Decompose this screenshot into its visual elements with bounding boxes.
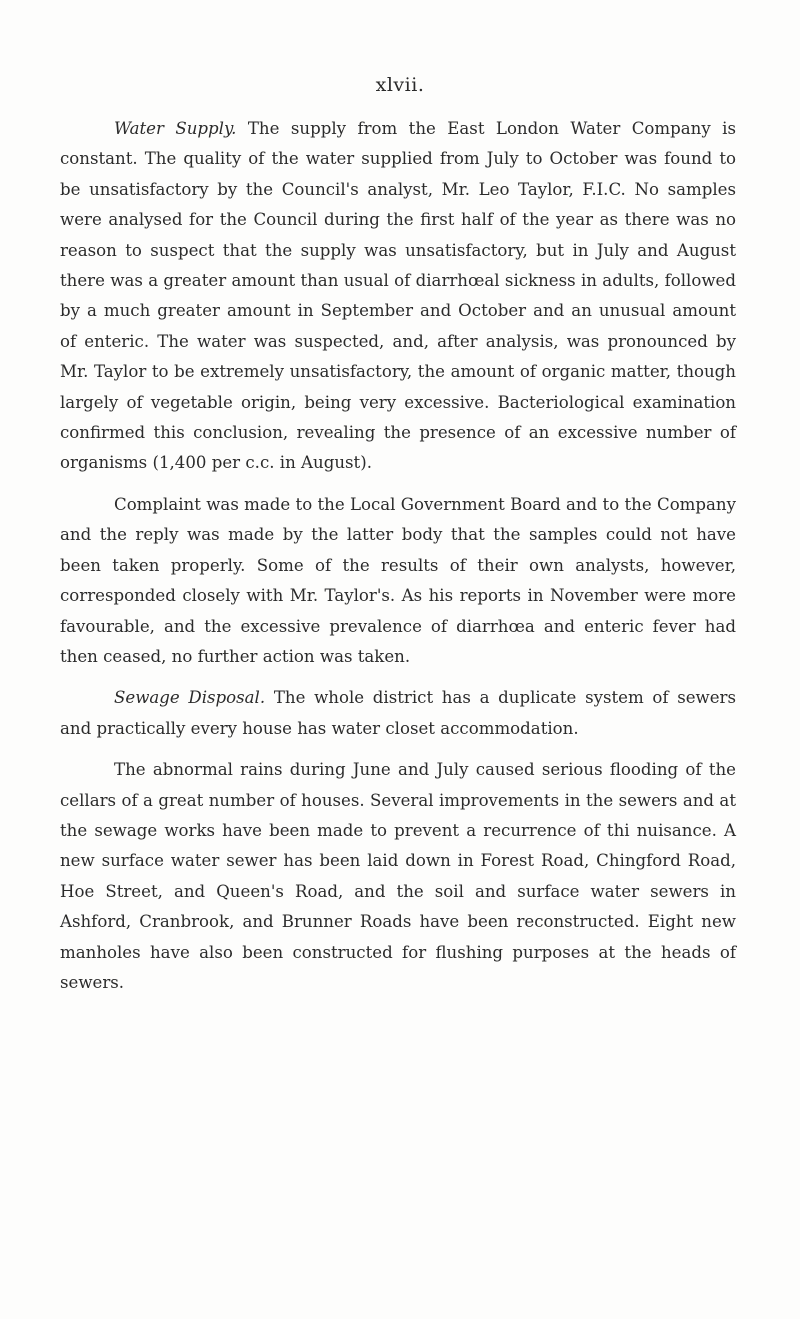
paragraph-abnormal-rains [60,755,736,998]
paragraph-text: The supply from the East London Water Company is constant. The quality of the water supplied from July to October was found to be unsatisfactory by the Council's analyst, Mr. Leo Taylor, F.I.C. No samples were analysed for the Council during the first half of the year as there was no reason to suspect that the supply was unsatisfactory, but in July and August there was a greater amount than usual of diarrhœal sickness in adults, followed by a much greater amount in September and October and an unusual amount of enteric. The water was suspected, and, after analysis, was pronounced by Mr. Taylor to be extremely unsatisfactory, the amount of organic matter, though largely of vegetable origin, being very excessive. Bacteriological examination confirmed this conclusion, revealing the presence of an excessive number of organisms (1,400 per c.c. in August). [60,119,736,473]
paragraph-water-supply [60,114,736,479]
paragraph-text: The abnormal rains during June and July caused serious flooding of the cellars of a great number of houses. Several improvements in the sewers and at the sewage works have been made to prevent a recurrence of thi nuisance. A new surface water sewer has been laid down in Forest Road, Chingford Road, Hoe Street, and Queen's Road, and the soil and surface water sewers in Ashford, Cranbrook, and Brunner Roads have been reconstructed. Eight new manholes have also been constructed for flushing purposes at the heads of sewers. [60,760,736,992]
paragraph-text: Complaint was made to the Local Government Board and to the Company and the reply was made by the latter body that the samples could not have been taken properly. Some of the results of their own analysts, however, corresponded closely with Mr. Taylor's. As his reports in November were more favourable, and the excessive prevalence of diarrhœa and enteric fever had then ceased, no further action was taken. [60,494,736,666]
paragraph-complaint [60,490,736,672]
body-text [60,114,736,1009]
paragraph-text: The whole district has a duplicate system of sewers and practically every house has water closet accommodation. [60,688,737,738]
section-heading-water-supply: Water Supply. [114,119,237,138]
section-heading-sewage-disposal: Sewage Disposal. [114,688,266,708]
page-number: xlvii. [375,74,425,96]
paragraph-sewage-disposal [60,683,736,744]
